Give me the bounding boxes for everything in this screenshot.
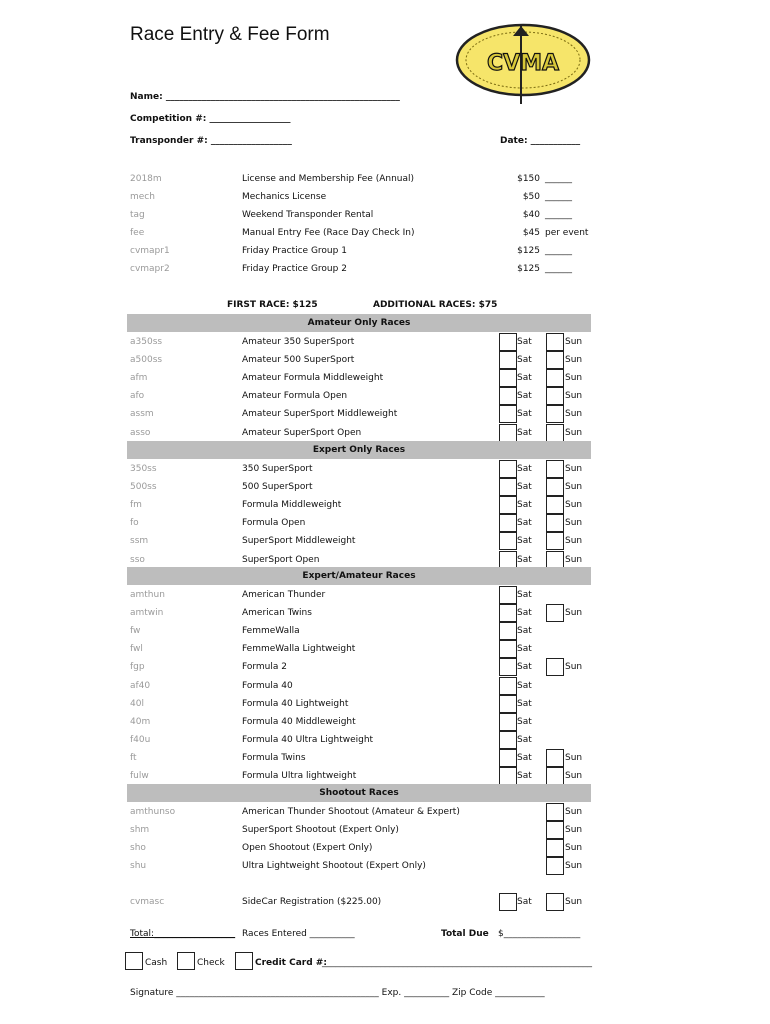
sat-label: Sat (517, 771, 532, 781)
sun-label: Sun (565, 554, 583, 565)
race-row (0, 551, 770, 569)
sun-label: Sun (565, 771, 583, 781)
race-row (0, 749, 770, 767)
sun-label: Sun (565, 536, 583, 547)
sun-label: Sun (565, 337, 583, 347)
race-row (0, 351, 770, 369)
fee-price: $125 (517, 246, 540, 256)
fee-description: Mechanics License (242, 192, 327, 202)
race-code: shu (130, 861, 147, 872)
sun-checkbox[interactable] (546, 333, 564, 351)
sat-checkbox[interactable] (499, 713, 517, 731)
fee-quantity[interactable]: ______ (545, 246, 572, 256)
sun-label: Sun (565, 482, 583, 493)
race-code: a500ss (130, 355, 163, 366)
sat-checkbox[interactable] (499, 532, 517, 550)
fee-price: $40 (522, 210, 540, 220)
sat-checkbox[interactable] (499, 695, 517, 713)
fee-code: 2018m (130, 174, 162, 184)
race-description: Amateur Formula Middleweight (242, 373, 384, 384)
sat-label: Sat (517, 734, 532, 745)
race-row (0, 405, 770, 423)
sat-checkbox[interactable] (499, 604, 517, 622)
race-row (0, 857, 770, 875)
race-description: Amateur SuperSport Middleweight (242, 409, 398, 420)
sat-label: Sat (517, 626, 532, 637)
race-code: shm (130, 825, 150, 836)
sun-checkbox[interactable] (546, 369, 564, 387)
race-row (0, 677, 770, 695)
sun-checkbox[interactable] (546, 767, 564, 785)
race-description: American Thunder Shootout (Amateur & Expert) (242, 807, 460, 817)
race-description: Amateur 350 SuperSport (242, 337, 355, 347)
sat-label: Sat (517, 662, 532, 673)
race-description: SuperSport Shootout (Expert Only) (242, 825, 399, 836)
race-code: amtwin (130, 608, 164, 619)
fee-row (0, 192, 770, 210)
sat-checkbox[interactable] (499, 424, 517, 442)
race-code: 500ss (130, 482, 157, 493)
race-row (0, 839, 770, 857)
race-code: fm (130, 500, 142, 511)
date-field[interactable]: Date: ___________ (500, 136, 581, 146)
race-description: Amateur 500 SuperSport (242, 355, 355, 366)
sun-label: Sun (565, 464, 583, 474)
race-code: fulw (130, 771, 149, 781)
section-header: Expert/Amateur Races (127, 567, 591, 585)
section-header: Expert Only Races (127, 441, 591, 459)
sun-checkbox[interactable] (546, 821, 564, 839)
sun-checkbox[interactable] (546, 387, 564, 405)
race-code: ft (130, 752, 137, 763)
race-description: FemmeWalla Lightweight (242, 644, 356, 655)
race-code: afm (130, 373, 148, 384)
sun-checkbox[interactable] (546, 405, 564, 423)
race-description: Formula 40 Lightweight (242, 698, 349, 709)
race-description: Ultra Lightweight Shootout (Expert Only) (242, 861, 426, 872)
sun-checkbox[interactable] (546, 514, 564, 532)
sat-checkbox[interactable] (499, 622, 517, 640)
sun-label: Sun (565, 518, 583, 529)
fee-description: Manual Entry Fee (Race Day Check In) (242, 228, 415, 238)
sat-label: Sat (517, 409, 532, 420)
race-description: Open Shootout (Expert Only) (242, 843, 373, 854)
credit-card-field[interactable]: ____________________________________________________________ (322, 958, 592, 968)
fee-description: License and Membership Fee (Annual) (242, 174, 414, 184)
sun-checkbox[interactable] (546, 749, 564, 767)
sidecar-sat-checkbox[interactable] (499, 893, 517, 911)
race-row (0, 333, 770, 351)
race-description: FemmeWalla (242, 626, 300, 637)
sat-label: Sat (517, 554, 532, 565)
race-code: af40 (130, 680, 151, 691)
sat-label: Sat (517, 590, 532, 600)
sun-label: Sun (565, 391, 583, 402)
race-row (0, 496, 770, 514)
sun-label: Sun (565, 608, 583, 619)
name-field[interactable]: Name: ____________________________________________________ (130, 92, 400, 102)
page-title: Race Entry & Fee Form (130, 24, 330, 45)
race-row (0, 803, 770, 821)
race-row (0, 387, 770, 405)
sat-label: Sat (517, 698, 532, 709)
section-header: Amateur Only Races (127, 314, 591, 332)
sat-checkbox[interactable] (499, 767, 517, 785)
race-row (0, 821, 770, 839)
sun-label: Sun (565, 373, 583, 384)
fee-description: Weekend Transponder Rental (242, 210, 374, 220)
sun-label: Sun (565, 355, 583, 366)
sun-checkbox[interactable] (546, 803, 564, 821)
race-description: Formula 40 Middleweight (242, 716, 356, 727)
race-code: amthunso (130, 807, 176, 817)
race-description: Formula Middleweight (242, 500, 342, 511)
sun-checkbox[interactable] (546, 839, 564, 857)
sun-checkbox[interactable] (546, 857, 564, 875)
sat-label: Sat (517, 337, 532, 347)
race-code: ssm (130, 536, 149, 547)
race-row (0, 532, 770, 550)
total-blank[interactable]: __________________ (154, 929, 236, 939)
race-code: 350ss (130, 464, 157, 474)
sun-label: Sun (565, 897, 583, 907)
sat-checkbox[interactable] (499, 460, 517, 478)
sat-label: Sat (517, 482, 532, 493)
sat-label: Sat (517, 355, 532, 366)
total-due-label: Total Due (441, 929, 489, 939)
race-description: SuperSport Open (242, 554, 320, 565)
race-code: a350ss (130, 337, 163, 347)
race-description: American Thunder (242, 590, 326, 600)
sat-checkbox[interactable] (499, 496, 517, 514)
fee-code: tag (130, 210, 145, 220)
race-code: sso (130, 554, 145, 565)
sun-checkbox[interactable] (546, 460, 564, 478)
race-code: cvmasc (130, 897, 165, 907)
sat-checkbox[interactable] (499, 351, 517, 369)
race-code: assm (130, 409, 154, 420)
fee-description: Friday Practice Group 1 (242, 246, 347, 256)
sat-label: Sat (517, 536, 532, 547)
sun-checkbox[interactable] (546, 604, 564, 622)
race-row (0, 604, 770, 622)
sat-checkbox[interactable] (499, 749, 517, 767)
sat-checkbox[interactable] (499, 731, 517, 749)
race-description: Formula Open (242, 518, 306, 529)
first-race-price: FIRST RACE: $125 (227, 300, 318, 310)
sun-checkbox[interactable] (546, 532, 564, 550)
sun-checkbox[interactable] (546, 496, 564, 514)
sat-label: Sat (517, 391, 532, 402)
fee-quantity[interactable]: per event (545, 228, 589, 238)
sat-label: Sat (517, 752, 532, 763)
sun-label: Sun (565, 409, 583, 420)
sun-checkbox[interactable] (546, 658, 564, 676)
fee-code: mech (130, 192, 155, 202)
sat-checkbox[interactable] (499, 677, 517, 695)
sat-checkbox[interactable] (499, 640, 517, 658)
race-row (0, 369, 770, 387)
sun-label: Sun (565, 662, 583, 673)
race-code: 40l (130, 698, 144, 709)
race-description: Amateur SuperSport Open (242, 427, 362, 438)
fee-quantity[interactable]: ______ (545, 174, 572, 184)
race-code: 40m (130, 716, 151, 727)
race-code: fw (130, 626, 141, 637)
race-code: amthun (130, 590, 165, 600)
logo-text: CVMA (486, 51, 560, 76)
cvma-logo (455, 20, 593, 106)
sat-label: Sat (517, 464, 532, 474)
fee-price: $50 (522, 192, 540, 202)
fee-row (0, 264, 770, 282)
race-row (0, 424, 770, 442)
sun-label: Sun (565, 843, 583, 854)
race-row (0, 695, 770, 713)
race-code: f40u (130, 734, 151, 745)
race-row (0, 658, 770, 676)
sat-checkbox[interactable] (499, 333, 517, 351)
fee-price: $150 (517, 174, 540, 184)
fee-code: cvmapr2 (130, 264, 170, 274)
sat-checkbox[interactable] (499, 586, 517, 604)
race-description: Formula 40 Ultra Lightweight (242, 734, 374, 745)
sat-checkbox[interactable] (499, 369, 517, 387)
race-description: SideCar Registration ($225.00) (242, 897, 382, 907)
race-description: Formula 40 (242, 680, 293, 691)
sat-label: Sat (517, 427, 532, 438)
fee-code: cvmapr1 (130, 246, 170, 256)
sat-label: Sat (517, 608, 532, 619)
race-description: Formula Ultra lightweight (242, 771, 357, 781)
race-description: 500 SuperSport (242, 482, 313, 493)
signature-line[interactable]: Signature _____________________________________________ Exp. __________ Zip Code ___________ (130, 988, 545, 998)
sun-checkbox[interactable] (546, 351, 564, 369)
race-row (0, 586, 770, 604)
race-code: asso (130, 427, 151, 438)
sat-label: Sat (517, 897, 532, 907)
race-description: Formula 2 (242, 662, 287, 673)
sun-label: Sun (565, 825, 583, 836)
race-row (0, 460, 770, 478)
fee-price: $125 (517, 264, 540, 274)
fee-row (0, 246, 770, 264)
sat-label: Sat (517, 500, 532, 511)
fee-description: Friday Practice Group 2 (242, 264, 347, 274)
total-due-field[interactable]: $_________________ (498, 929, 581, 939)
total-label: Total:__________________ (130, 929, 236, 939)
sat-label: Sat (517, 716, 532, 727)
cash-checkbox[interactable] (125, 952, 143, 970)
race-code: sho (130, 843, 146, 854)
sun-label: Sun (565, 807, 583, 817)
sat-label: Sat (517, 644, 532, 655)
credit-card-label: Credit Card #: (255, 958, 327, 968)
cash-label: Cash (145, 958, 168, 968)
race-description: Formula Twins (242, 752, 306, 763)
race-code: fo (130, 518, 139, 529)
race-row (0, 713, 770, 731)
race-code: fgp (130, 662, 145, 673)
race-description: SuperSport Middleweight (242, 536, 356, 547)
race-code: fwl (130, 644, 143, 655)
competition-number-field[interactable]: Competition #: __________________ (130, 114, 291, 124)
fee-quantity[interactable]: ______ (545, 264, 572, 274)
sun-checkbox[interactable] (546, 478, 564, 496)
sun-checkbox[interactable] (546, 551, 564, 569)
race-row (0, 478, 770, 496)
check-label: Check (197, 958, 225, 968)
race-row (0, 640, 770, 658)
race-row (0, 767, 770, 785)
check-checkbox[interactable] (177, 952, 195, 970)
sat-checkbox[interactable] (499, 387, 517, 405)
sun-checkbox[interactable] (546, 424, 564, 442)
section-header: Shootout Races (127, 784, 591, 802)
fee-code: fee (130, 228, 145, 238)
sun-label: Sun (565, 752, 583, 763)
sat-label: Sat (517, 373, 532, 384)
sidecar-row (0, 893, 770, 911)
sat-checkbox[interactable] (499, 514, 517, 532)
fee-quantity[interactable]: ______ (545, 210, 572, 220)
sun-label: Sun (565, 427, 583, 438)
sat-label: Sat (517, 680, 532, 691)
sidecar-sun-checkbox[interactable] (546, 893, 564, 911)
sat-checkbox[interactable] (499, 658, 517, 676)
fee-row (0, 228, 770, 246)
race-row (0, 514, 770, 532)
sat-checkbox[interactable] (499, 551, 517, 569)
race-description: 350 SuperSport (242, 464, 313, 474)
race-code: afo (130, 391, 145, 402)
race-description: American Twins (242, 608, 312, 619)
fee-quantity[interactable]: ______ (545, 192, 572, 202)
race-description: Amateur Formula Open (242, 391, 348, 402)
race-row (0, 731, 770, 749)
races-entered-field[interactable]: Races Entered __________ (242, 929, 355, 939)
fee-price: $45 (522, 228, 540, 238)
transponder-number-field[interactable]: Transponder #: __________________ (130, 136, 292, 146)
sun-label: Sun (565, 861, 583, 872)
fee-row (0, 174, 770, 192)
credit-card-checkbox[interactable] (235, 952, 253, 970)
sat-checkbox[interactable] (499, 478, 517, 496)
additional-race-price: ADDITIONAL RACES: $75 (373, 300, 498, 310)
sun-label: Sun (565, 500, 583, 511)
sat-checkbox[interactable] (499, 405, 517, 423)
sat-label: Sat (517, 518, 532, 529)
fee-row (0, 210, 770, 228)
race-row (0, 622, 770, 640)
